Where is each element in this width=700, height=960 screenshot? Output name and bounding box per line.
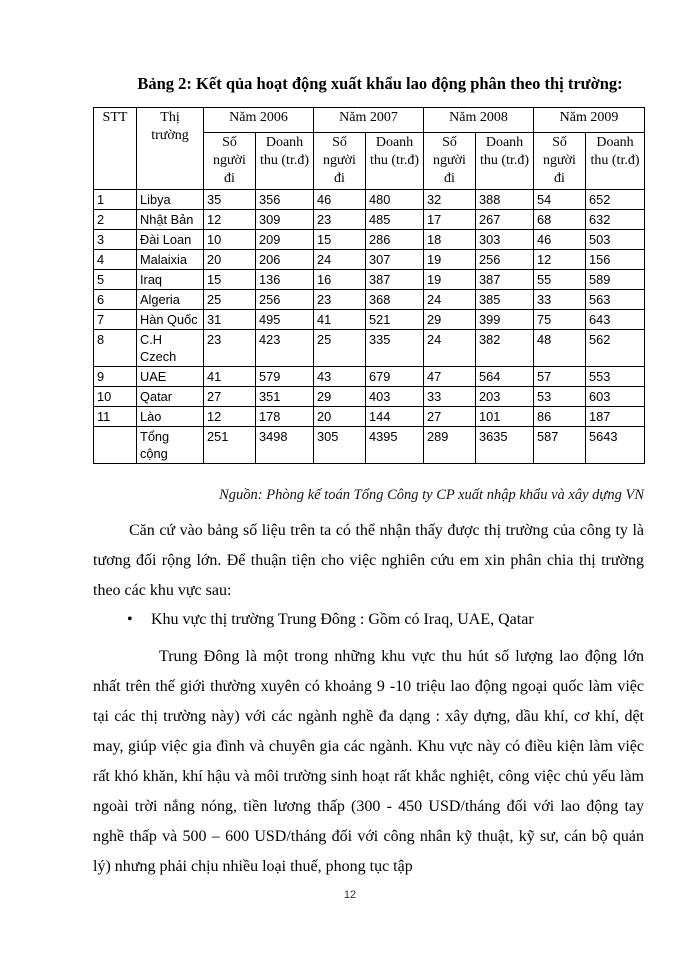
cell-value: 679 <box>366 367 424 387</box>
labor-export-table <box>93 107 645 464</box>
cell-value: 27 <box>424 407 476 427</box>
cell-value: 5643 <box>586 427 645 464</box>
cell-value: 307 <box>366 250 424 270</box>
table-body <box>94 190 645 464</box>
bullet-dot-icon: • <box>127 611 133 628</box>
header-people: Số người đi <box>424 133 476 190</box>
cell-value: 20 <box>204 250 256 270</box>
table-caption: Bảng 2: Kết qủa hoạt động xuất khẩu lao động phân theo thị trường: <box>137 74 623 93</box>
cell-value: 101 <box>476 407 534 427</box>
cell-value: 136 <box>256 270 314 290</box>
header-market: Thị trường <box>137 108 204 190</box>
cell-value: 368 <box>366 290 424 310</box>
cell-value: 12 <box>204 210 256 230</box>
table-row <box>94 290 645 310</box>
cell-value: 53 <box>534 387 586 407</box>
cell-value: 178 <box>256 407 314 427</box>
header-revenue: Doanh thu (tr.đ) <box>256 133 314 190</box>
cell-value: 33 <box>534 290 586 310</box>
cell-value: 495 <box>256 310 314 330</box>
cell-value: 156 <box>586 250 645 270</box>
header-revenue: Doanh thu (tr.đ) <box>366 133 424 190</box>
table-row <box>94 190 645 210</box>
cell-value: 57 <box>534 367 586 387</box>
cell-value: 485 <box>366 210 424 230</box>
cell-value: 399 <box>476 310 534 330</box>
cell-value: 385 <box>476 290 534 310</box>
cell-stt: 6 <box>94 290 137 310</box>
cell-value: 423 <box>256 330 314 367</box>
cell-market: Iraq <box>137 270 204 290</box>
cell-value: 29 <box>424 310 476 330</box>
paragraph-intro: Căn cứ vào bảng số liệu trên ta có thể nhận thấy được thị trường của công ty là tương đối rộng lớn. Để thuận tiện cho việc nghiên cứu em xin phân chia thị trường theo các khu vực sau: <box>93 522 644 599</box>
cell-value: 553 <box>586 367 645 387</box>
cell-value: 10 <box>204 230 256 250</box>
cell-value: 356 <box>256 190 314 210</box>
paragraph-middle-east: Trung Đông là một trong những khu vực thu hút số lượng lao động lớn nhất trên thế giới thường xuyên có khoảng 9 -10 triệu lao động ngoại quốc làm việc tại các thị trường này) với các ngành nghề đa dạng : xây dựng, dầu khí, cơ khí, dệt may, giúp việc gia đình và chuyên gia các ngành. Khu vực này có điều kiện làm việc rất khó khăn, khí hậu và môi trường sinh hoạt rất khắc nghiệt, công việc chủ yếu làm ngoài trời nắng nóng, tiền lương thấp (300 - 450 USD/tháng đối với lao động tay nghề thấp và 500 – 600 USD/tháng đối với công nhân kỹ thuật, kỹ sư, cán bộ quản lý) nhưng phải chịu nhiều loại thuế, phong tục tập <box>93 648 644 875</box>
cell-value: 403 <box>366 387 424 407</box>
cell-value: 23 <box>204 330 256 367</box>
cell-market: C.H Czech <box>137 330 204 367</box>
table-row <box>94 367 645 387</box>
cell-value: 309 <box>256 210 314 230</box>
cell-stt: 9 <box>94 367 137 387</box>
cell-value: 48 <box>534 330 586 367</box>
cell-value: 25 <box>314 330 366 367</box>
cell-stt <box>94 427 137 464</box>
cell-stt: 11 <box>94 407 137 427</box>
cell-value: 382 <box>476 330 534 367</box>
cell-stt: 4 <box>94 250 137 270</box>
cell-stt: 1 <box>94 190 137 210</box>
cell-value: 31 <box>204 310 256 330</box>
header-year-2008: Năm 2008 <box>424 108 534 133</box>
cell-value: 24 <box>424 330 476 367</box>
cell-value: 46 <box>534 230 586 250</box>
cell-value: 16 <box>314 270 366 290</box>
cell-market: Hàn Quốc <box>137 310 204 330</box>
cell-value: 562 <box>586 330 645 367</box>
cell-value: 3498 <box>256 427 314 464</box>
cell-value: 209 <box>256 230 314 250</box>
table-row <box>94 270 645 290</box>
cell-market: Qatar <box>137 387 204 407</box>
table-row <box>94 427 645 464</box>
cell-market: Malaixia <box>137 250 204 270</box>
cell-market: Nhật Bản <box>137 210 204 230</box>
cell-value: 86 <box>534 407 586 427</box>
cell-stt: 8 <box>94 330 137 367</box>
cell-value: 43 <box>314 367 366 387</box>
cell-value: 35 <box>204 190 256 210</box>
cell-stt: 7 <box>94 310 137 330</box>
cell-stt: 10 <box>94 387 137 407</box>
cell-market: Tổng cộng <box>137 427 204 464</box>
cell-value: 589 <box>586 270 645 290</box>
table-row <box>94 310 645 330</box>
cell-value: 603 <box>586 387 645 407</box>
cell-market: Libya <box>137 190 204 210</box>
table-row <box>94 230 645 250</box>
cell-value: 3635 <box>476 427 534 464</box>
cell-value: 75 <box>534 310 586 330</box>
table-row <box>94 210 645 230</box>
cell-value: 351 <box>256 387 314 407</box>
cell-value: 24 <box>314 250 366 270</box>
cell-market: Lào <box>137 407 204 427</box>
cell-value: 303 <box>476 230 534 250</box>
cell-value: 33 <box>424 387 476 407</box>
cell-value: 503 <box>586 230 645 250</box>
table-row <box>94 330 645 367</box>
cell-value: 29 <box>314 387 366 407</box>
cell-value: 4395 <box>366 427 424 464</box>
header-stt: STT <box>94 108 137 190</box>
header-people: Số người đi <box>534 133 586 190</box>
cell-value: 286 <box>366 230 424 250</box>
cell-value: 587 <box>534 427 586 464</box>
cell-value: 632 <box>586 210 645 230</box>
bullet-text: Khu vực thị trường Trung Đông : Gồm có Iraq, UAE, Qatar <box>151 611 534 628</box>
cell-value: 32 <box>424 190 476 210</box>
cell-value: 41 <box>314 310 366 330</box>
table-source: Nguồn: Phòng kế toán Tổng Công ty CP xuất nhập khẩu và xây dựng VN <box>219 487 644 503</box>
cell-market: Đài Loan <box>137 230 204 250</box>
cell-value: 388 <box>476 190 534 210</box>
cell-market: UAE <box>137 367 204 387</box>
cell-value: 17 <box>424 210 476 230</box>
header-year-2007: Năm 2007 <box>314 108 424 133</box>
cell-value: 27 <box>204 387 256 407</box>
cell-value: 18 <box>424 230 476 250</box>
cell-value: 68 <box>534 210 586 230</box>
cell-value: 46 <box>314 190 366 210</box>
cell-value: 256 <box>476 250 534 270</box>
cell-value: 25 <box>204 290 256 310</box>
table-row <box>94 250 645 270</box>
cell-stt: 5 <box>94 270 137 290</box>
cell-value: 15 <box>204 270 256 290</box>
cell-value: 563 <box>586 290 645 310</box>
table-row <box>94 387 645 407</box>
cell-value: 387 <box>476 270 534 290</box>
header-people: Số người đi <box>314 133 366 190</box>
cell-value: 20 <box>314 407 366 427</box>
header-year-2009: Năm 2009 <box>534 108 645 133</box>
cell-value: 12 <box>204 407 256 427</box>
bullet-item <box>127 611 647 629</box>
cell-value: 144 <box>366 407 424 427</box>
page-number: 12 <box>343 889 357 901</box>
cell-value: 12 <box>534 250 586 270</box>
cell-value: 47 <box>424 367 476 387</box>
cell-value: 15 <box>314 230 366 250</box>
cell-value: 521 <box>366 310 424 330</box>
cell-value: 256 <box>256 290 314 310</box>
cell-value: 305 <box>314 427 366 464</box>
cell-value: 187 <box>586 407 645 427</box>
cell-value: 289 <box>424 427 476 464</box>
cell-value: 41 <box>204 367 256 387</box>
header-revenue: Doanh thu (tr.đ) <box>476 133 534 190</box>
header-year-2006: Năm 2006 <box>204 108 314 133</box>
cell-value: 564 <box>476 367 534 387</box>
cell-market: Algeria <box>137 290 204 310</box>
cell-stt: 3 <box>94 230 137 250</box>
cell-value: 579 <box>256 367 314 387</box>
cell-value: 24 <box>424 290 476 310</box>
cell-stt: 2 <box>94 210 137 230</box>
cell-value: 267 <box>476 210 534 230</box>
cell-value: 55 <box>534 270 586 290</box>
cell-value: 203 <box>476 387 534 407</box>
cell-value: 19 <box>424 250 476 270</box>
cell-value: 643 <box>586 310 645 330</box>
header-people: Số người đi <box>204 133 256 190</box>
cell-value: 652 <box>586 190 645 210</box>
table-row <box>94 407 645 427</box>
header-revenue: Doanh thu (tr.đ) <box>586 133 645 190</box>
cell-value: 335 <box>366 330 424 367</box>
cell-value: 251 <box>204 427 256 464</box>
cell-value: 480 <box>366 190 424 210</box>
cell-value: 387 <box>366 270 424 290</box>
cell-value: 23 <box>314 290 366 310</box>
cell-value: 23 <box>314 210 366 230</box>
cell-value: 19 <box>424 270 476 290</box>
cell-value: 206 <box>256 250 314 270</box>
cell-value: 54 <box>534 190 586 210</box>
